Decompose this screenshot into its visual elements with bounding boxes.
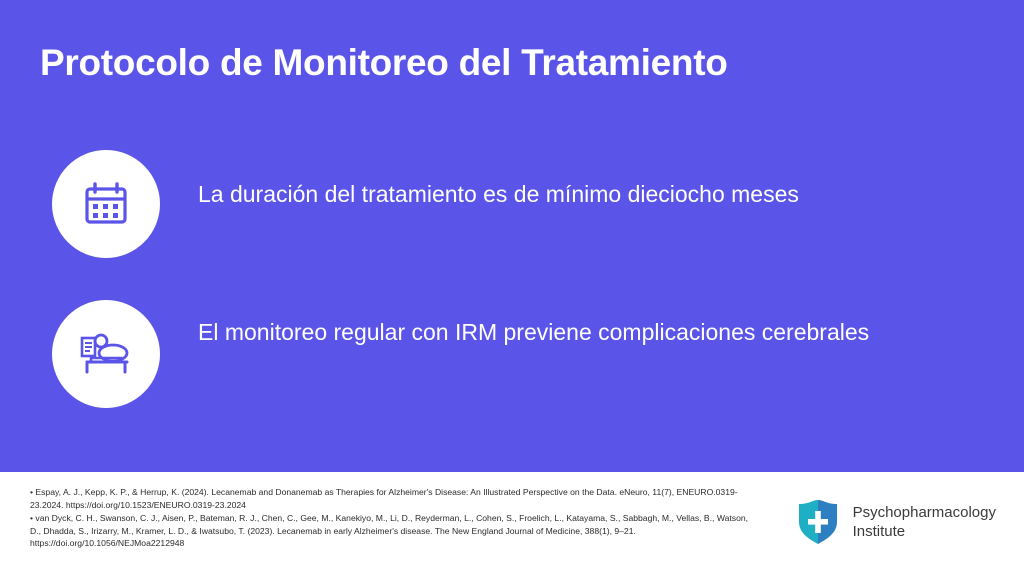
list-item: [52, 150, 972, 258]
list-item: [52, 300, 972, 408]
reference-item: • van Dyck, C. H., Swanson, C. J., Aisen, P., Bateman, R. J., Chen, C., Gee, M., Kanekiyo, M., Li, D., Reyderman, L., Cohen, S., Froelich, L., Katayama, S., Sabbagh, M., Vellas, B., Watson, D., Dhadda, S., Irizarry, M., Kramer, L. D., & Iwatsubo, T. (2023). Lecanemab in early Alzheimer's disease. The New England Journal of Medicine, 388(1), 9–21. https://doi.org/10.1056/NEJMoa2212948: [30, 513, 749, 548]
brand-name: [853, 503, 996, 541]
shield-logo-icon: [795, 498, 841, 546]
bullet-list: [52, 150, 972, 450]
page-title: Protocolo de Monitoreo del Tratamiento: [40, 42, 728, 83]
references: [30, 486, 750, 551]
calendar-icon: [52, 150, 160, 258]
brand-logo: [795, 498, 996, 546]
footer: [0, 472, 1024, 576]
brand-line-2: Institute: [852, 523, 906, 540]
mri-scan-patient-icon: [52, 300, 160, 408]
reference-item: • Espay, A. J., Kepp, K. P., & Herrup, K. (2024). Lecanemab and Donanemab as Therapies for Alzheimer's Disease: An Illustrated Perspective on the Data. eNeuro, 11(7), ENEURO.0319-23.2024. https://doi.org/10.1523/ENEURO.0319-23.2024: [30, 487, 738, 510]
brand-line-1: Psychopharmacology: [852, 504, 996, 521]
list-item-text: El monitoreo regular con IRM previene complicaciones cerebrales: [198, 319, 870, 345]
list-item-text: La duración del tratamiento es de mínimo dieciocho meses: [198, 181, 799, 207]
